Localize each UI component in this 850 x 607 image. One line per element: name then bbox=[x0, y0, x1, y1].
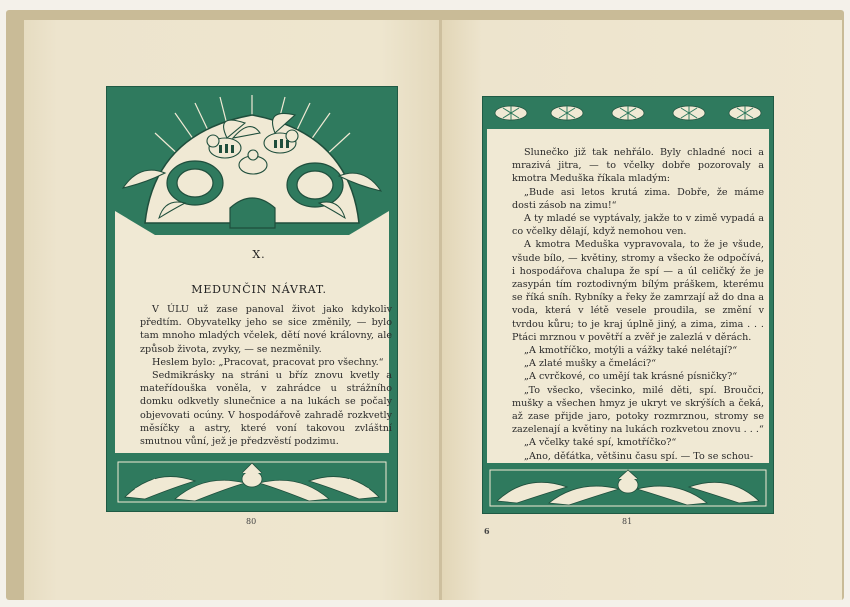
open-book bbox=[6, 10, 844, 600]
paragraph: „A cvrčkové, co umějí tak krásné písničky?“ bbox=[524, 371, 738, 383]
paragraph: „To všecko, všecinko, milé děti, spí. Broučci, mušky a všechen hmyz je ukryt ve skrýších a čeká, až zase přijde jaro, potoky rozmrznou, stromy se zazelenají a květiny na lukách rozkvetou znovu . . .“ bbox=[512, 384, 764, 436]
left-body-text bbox=[140, 303, 392, 463]
right-body-text bbox=[512, 146, 764, 462]
paragraph: A kmotra Meduška vypravovala, to že je všude, všude bílo, — květiny, stromy a všecko že odpočívá, i hospodářova chalupa že spí — a úl celičký že je zasypán tím roztodivným bílým práškem, kterému se říká sníh. Rybníky a řeky že zamrzají až do dna a voda, která v létě vesele proudila, se změní v tvrdou kůru; to je kraj úplně jiný, a zima, zima . . . Ptáci mrznou v povětří a zvěř je zalezlá v děrách. bbox=[512, 239, 764, 343]
thistle-ornament-bottom-left bbox=[115, 459, 389, 505]
paragraph: „A zlaté mušky a čmeláci?“ bbox=[524, 358, 657, 370]
bees-illustration bbox=[115, 93, 389, 235]
paragraph: Heslem bylo: „Pracovat, pracovat pro všechny.“ bbox=[152, 356, 384, 368]
paragraph: „Bude asi letos krutá zima. Dobře, že máme dosti zásob na zimu!“ bbox=[512, 186, 764, 211]
thistle-ornament-bottom-right bbox=[487, 467, 769, 509]
chapter-number: X. bbox=[252, 248, 266, 261]
paragraph: Sedmikrásky na stráni u bříz znovu kvetly a mateřídouška voněla, v zahrádce u strážního domku odkvetly slunečnice a na lukách se počaly objevovati ocúny. V hospodářově zahradě rozkvetly měsíčky a astry, které voní takovou zvláštní smutnou vůní, jež je předzvěstí podzimu. bbox=[140, 370, 392, 448]
chapter-title: MEDUNČIN NÁVRAT. bbox=[191, 283, 327, 296]
paragraph: „Ano, děťátka, většinu času spí. — To se schou- bbox=[524, 450, 754, 462]
right-page bbox=[442, 20, 842, 600]
paragraph: „A kmotříčko, motýli a vážky také nelétají?“ bbox=[524, 345, 738, 357]
floral-band-top bbox=[487, 101, 769, 125]
left-page bbox=[24, 20, 442, 600]
paragraph: V ÚLU už zase panoval život jako kdykoliv předtím. Obyvatelky jeho se sice změnily, — bylo tam mnoho mladých včelek, dětí nové královny, ale způsob života, zvyky, — se nezměnily. bbox=[140, 304, 392, 355]
signature-mark: 6 bbox=[484, 526, 490, 536]
page-number-left: 80 bbox=[246, 517, 257, 526]
paragraph: „A včelky také spí, kmotříčko?“ bbox=[524, 437, 677, 449]
page-number-right: 81 bbox=[622, 517, 633, 526]
paragraph: Slunečko již tak nehřálo. Byly chladné noci a mrazivá jitra, — to včelky dobře pozorovaly a kmotra Meduška říkala mladým: bbox=[512, 147, 764, 185]
paragraph: A ty mladé se vyptávaly, jakže to v zimě vypadá a co včelky dělají, když nemohou ven. bbox=[512, 213, 764, 238]
